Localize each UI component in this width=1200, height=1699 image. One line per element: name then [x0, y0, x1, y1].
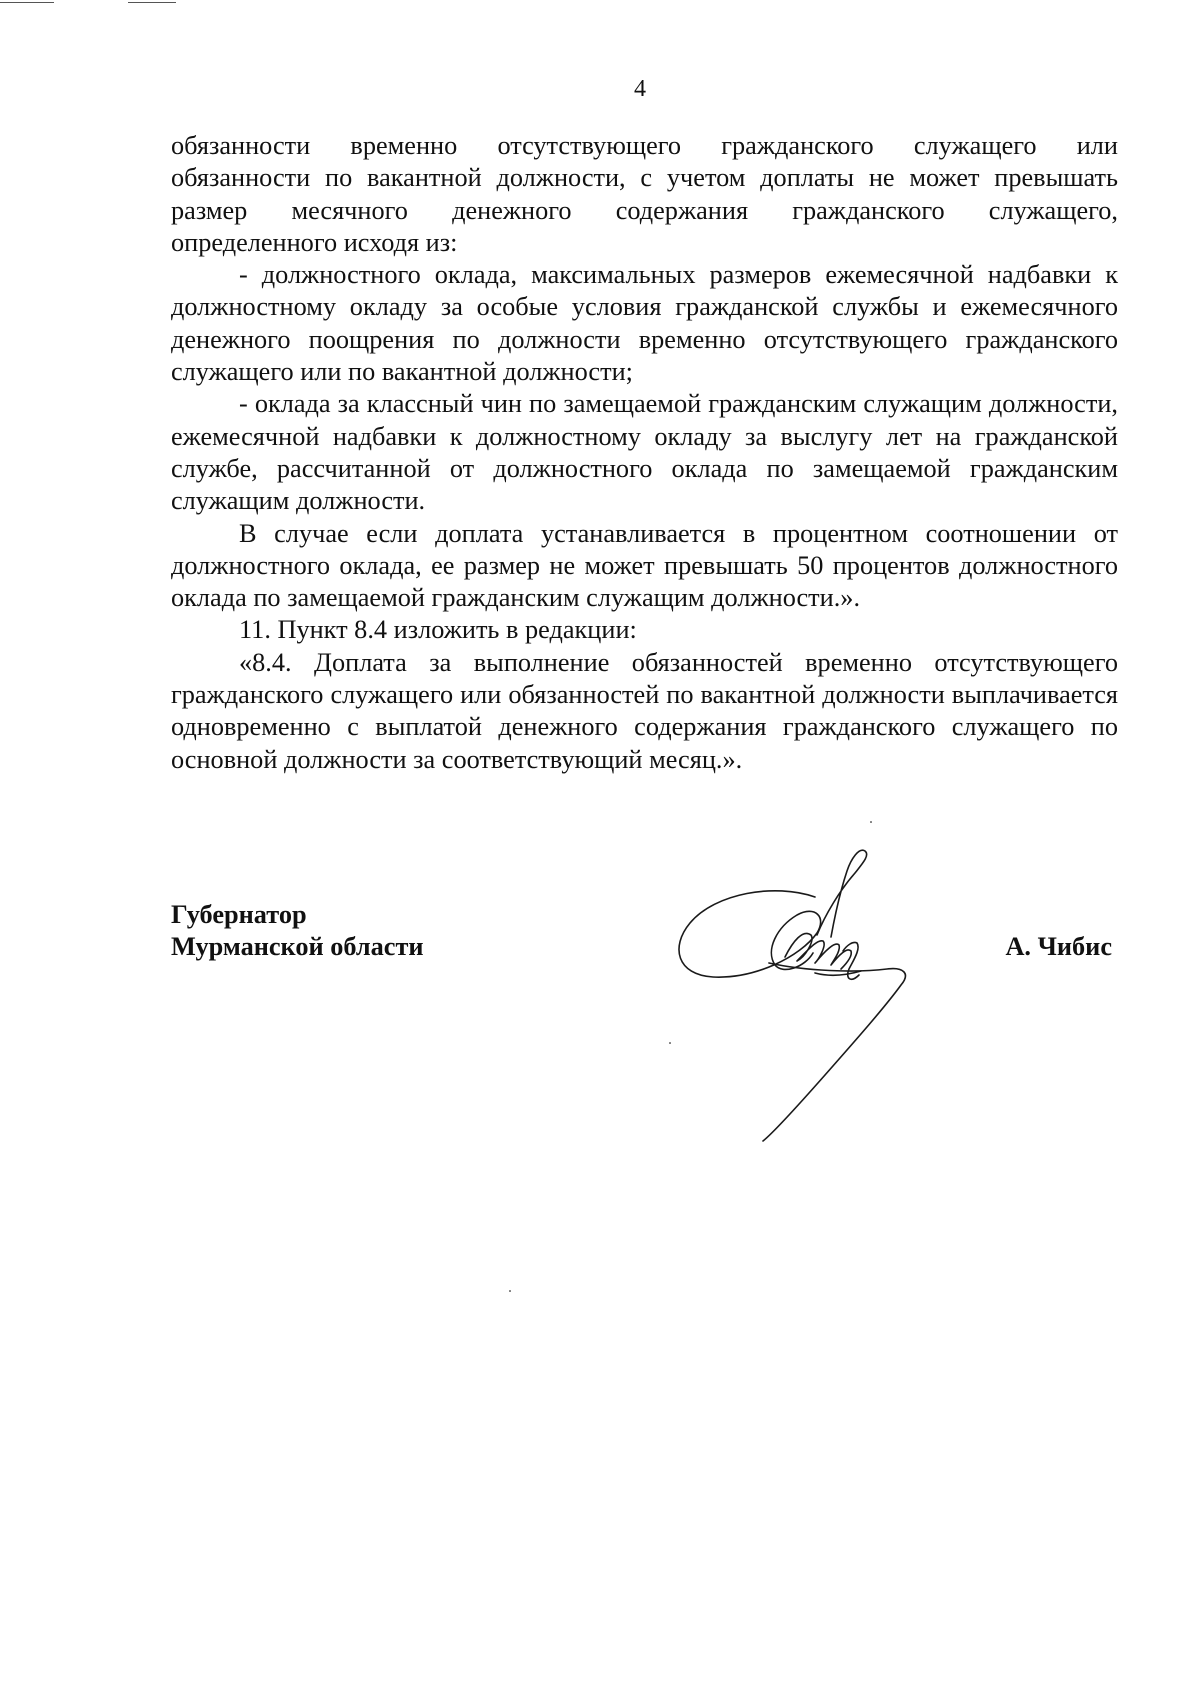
paragraph: - должностного оклада, максимальных размеров ежемесячной надбавки к должностному окладу за особые условия гражданской службы и ежемесячного денежного поощрения по должности временно отсутствующего гражданского служащего или по вакантной должности;	[171, 260, 1118, 387]
signatory-title	[171, 899, 424, 964]
signatory-title-line: Губернатор	[171, 900, 307, 929]
scan-speck	[509, 1290, 511, 1292]
document-body	[171, 130, 1118, 776]
paragraph: «8.4. Доплата за выполнение обязанностей временно отсутствующего гражданского служащего или обязанностей по вакантной должности выплачивается одновременно с выплатой денежного содержания гражданского служащего по основной должности за соответствующий месяц.».	[171, 647, 1118, 774]
signatory-title-line: Мурманской области	[171, 932, 424, 962]
page-number: 4	[634, 76, 646, 102]
scan-speck	[870, 821, 872, 823]
paragraph: 11. Пункт 8.4 изложить в редакции:	[239, 615, 637, 645]
paragraph-line: обязанности временно отсутствующего гражданского служащего или	[171, 131, 1118, 160]
scan-edge-mark	[128, 2, 176, 3]
scan-edge-mark	[0, 2, 54, 3]
signatory-name: А. Чибис	[1005, 932, 1112, 961]
handwritten-signature	[665, 845, 955, 1145]
paragraph: В случае если доплата устанавливается в процентном соотношении от должностного оклада, ее размер не может превышать 50 процентов должностного оклада по замещаемой гражданским служащим должности.».	[171, 518, 1118, 613]
paragraph-line: размер месячного денежного содержания гражданского служащего,	[171, 195, 1118, 225]
scan-speck	[669, 1042, 671, 1044]
paragraph-line: обязанности по вакантной должности, с учетом доплаты не может превышать	[171, 163, 1118, 193]
paragraph: - оклада за классный чин по замещаемой гражданским служащим должности, ежемесячной надбавки к должностному окладу за выслугу лет на гражданской службе, рассчитанной от должностного оклада по замещаемой гражданским служащим должности.	[171, 389, 1118, 516]
paragraph-line: определенного исходя из:	[171, 227, 458, 257]
